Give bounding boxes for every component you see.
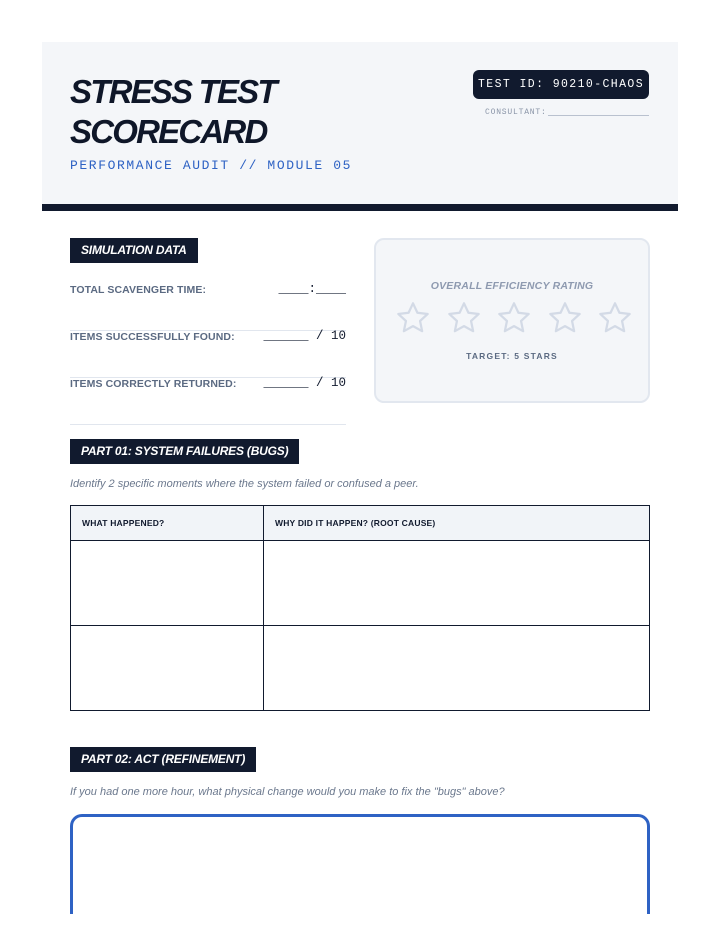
- sim-row-scavenger-time: [70, 284, 346, 331]
- part-01-tag: PART 01: SYSTEM FAILURES (BUGS): [70, 439, 299, 464]
- rating-title: OVERALL EFFICIENCY RATING: [430, 280, 594, 292]
- sim-row-items-returned: [70, 378, 346, 425]
- table-row: [71, 626, 649, 711]
- sim-label: ITEMS CORRECTLY RETURNED:: [70, 378, 237, 390]
- table-header: [71, 506, 649, 541]
- column-header-root-cause: WHY DID IT HAPPEN? (ROOT CAUSE): [275, 518, 436, 528]
- consultant-field[interactable]: [548, 115, 649, 116]
- header-divider: [42, 204, 678, 211]
- efficiency-rating-card: [374, 238, 650, 403]
- star-icon[interactable]: [395, 300, 431, 336]
- star-icon[interactable]: [597, 300, 633, 336]
- star-icon[interactable]: [446, 300, 482, 336]
- part-02-instruction: If you had one more hour, what physical change would you make to fix the "bugs" above?: [70, 786, 505, 798]
- sim-label: ITEMS SUCCESSFULLY FOUND:: [70, 331, 235, 343]
- refinement-answer-box[interactable]: [70, 814, 650, 914]
- page-title: STRESS TEST SCORECARD: [70, 73, 276, 150]
- scorecard-page: [42, 42, 678, 932]
- column-header-what-happened: WHAT HAPPENED?: [82, 518, 165, 528]
- consultant-label: CONSULTANT:: [485, 108, 547, 117]
- part-02-tag: PART 02: ACT (REFINEMENT): [70, 747, 256, 772]
- star-icon[interactable]: [547, 300, 583, 336]
- items-found-field[interactable]: ______ / 10: [263, 329, 346, 343]
- page-subtitle: PERFORMANCE AUDIT // MODULE 05: [70, 158, 353, 173]
- rating-target: TARGET: 5 STARS: [466, 351, 558, 361]
- simulation-data-tag: SIMULATION DATA: [70, 238, 198, 263]
- table-row: [71, 541, 649, 626]
- test-id-badge: TEST ID: 90210-CHAOS: [473, 70, 649, 99]
- sim-row-items-found: [70, 331, 346, 378]
- header-panel: [42, 42, 678, 204]
- items-returned-field[interactable]: ______ / 10: [263, 376, 346, 390]
- sim-label: TOTAL SCAVENGER TIME:: [70, 284, 207, 296]
- scavenger-time-field[interactable]: ____:____: [278, 282, 346, 296]
- bug-table: [70, 505, 650, 711]
- star-rating: [395, 300, 633, 336]
- part-01-instruction: Identify 2 specific moments where the system failed or confused a peer.: [70, 478, 419, 490]
- column-divider: [263, 506, 264, 710]
- star-icon[interactable]: [496, 300, 532, 336]
